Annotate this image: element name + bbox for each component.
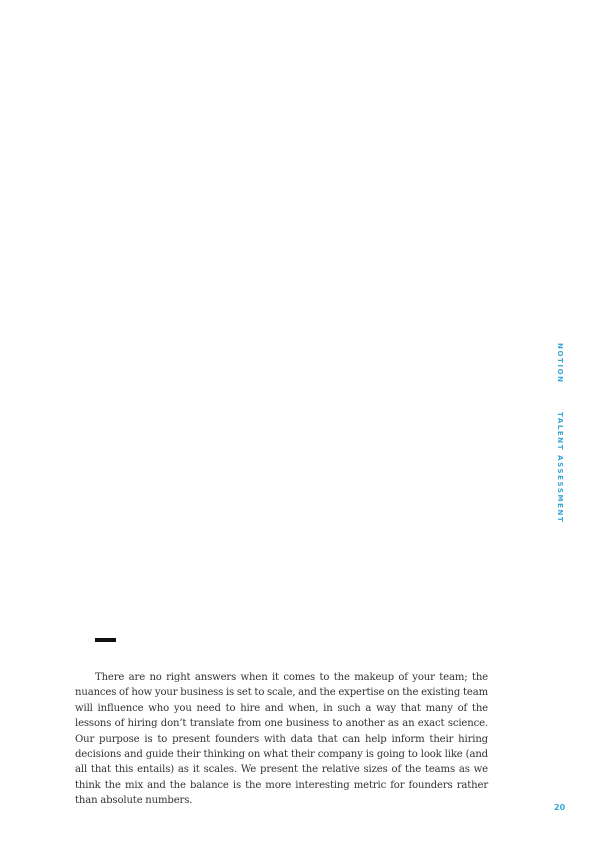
section-divider-dash [95, 638, 116, 642]
running-header-section: TALENT ASSESSMENT [556, 412, 564, 524]
page-number: 20 [554, 803, 566, 812]
body-paragraph: There are no right answers when it comes to the makeup of your team; the nuances of how your business is set to scale, and the expertise on the existing team will influence who you need to hire and when, in such a way that many of the lessons of hiring don’t translate from one business to another as an exact science. Our purpose is to present founders with data that can help inform their hiring decisions and guide their thinking on what their company is going to look like (and all that this entails) as it scales. We present the relative sizes of the teams as we think the mix and the balance is the more interesting metric for founders rather than absolute numbers. [75, 672, 488, 807]
running-header-brand: NOTION [556, 343, 564, 384]
